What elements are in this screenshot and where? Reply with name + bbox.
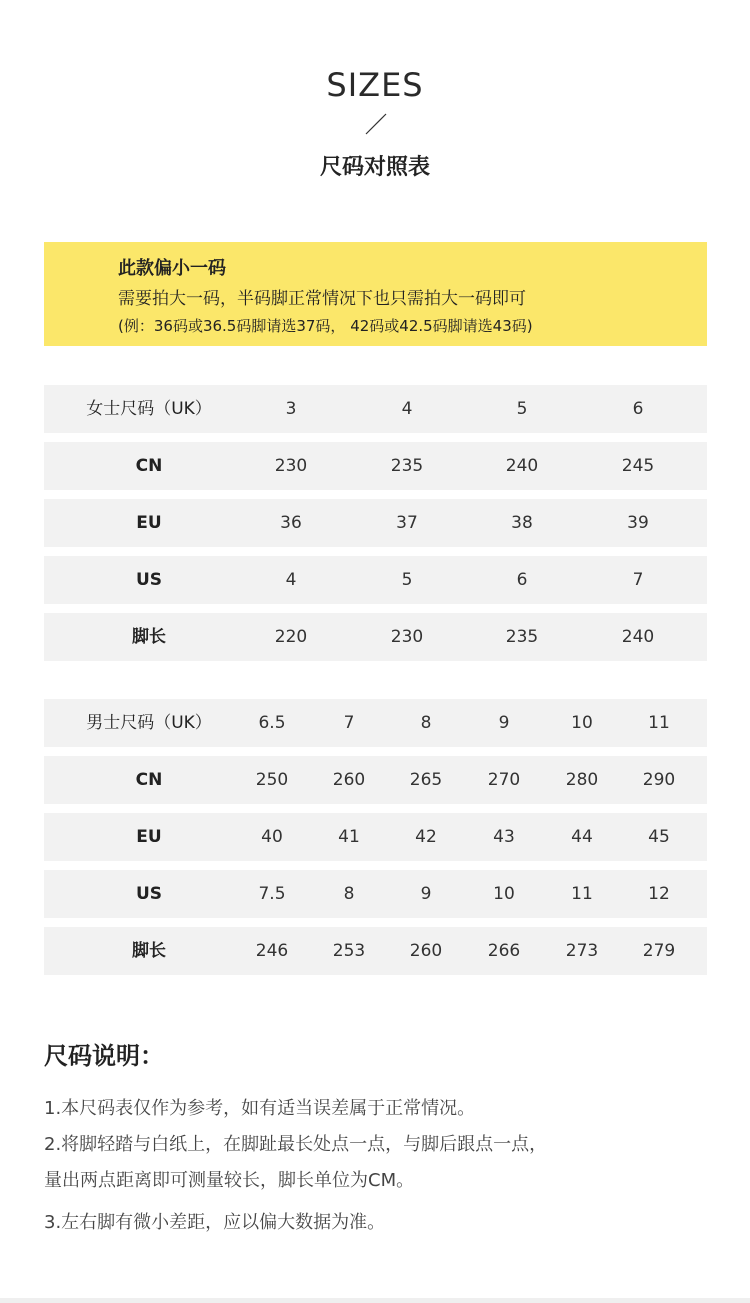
row-label: US bbox=[135, 570, 163, 590]
row-label: 脚长 bbox=[132, 941, 166, 961]
size-cell: 45 bbox=[648, 827, 670, 847]
size-cell: 37 bbox=[396, 513, 418, 533]
size-cell: 9 bbox=[420, 884, 432, 904]
size-cell: 11 bbox=[571, 884, 593, 904]
size-cell: 270 bbox=[487, 770, 521, 790]
size-cell: 12 bbox=[648, 884, 670, 904]
note-item: 量出两点距离即可测量较长，脚长单位为CM。 bbox=[44, 1170, 415, 1191]
size-cell: 3 bbox=[285, 399, 297, 419]
notice-advice: 需要拍大一码，半码脚正常情况下也只需拍大一码即可 bbox=[118, 289, 526, 309]
table-header-label: 男士尺码（UK） bbox=[86, 713, 212, 733]
notes-title: 尺码说明： bbox=[44, 1042, 164, 1070]
notice-example: (例：36码或36.5码脚请选37码， 42码或42.5码脚请选43码) bbox=[118, 317, 533, 335]
size-cell: 235 bbox=[505, 627, 539, 647]
page-subtitle: 尺码对照表 bbox=[319, 155, 430, 180]
size-cell: 8 bbox=[343, 884, 355, 904]
size-cell: 7 bbox=[632, 570, 644, 590]
size-row bbox=[44, 499, 707, 547]
size-cell: 36 bbox=[280, 513, 302, 533]
size-cell: 7 bbox=[343, 713, 355, 733]
size-row bbox=[44, 442, 707, 490]
note-item: 3.左右脚有微小差距，应以偏大数据为准。 bbox=[44, 1212, 386, 1233]
size-cell: 230 bbox=[390, 627, 424, 647]
size-cell: 273 bbox=[565, 941, 599, 961]
size-cell: 265 bbox=[409, 770, 443, 790]
size-notice-banner bbox=[44, 242, 707, 346]
size-cell: 6 bbox=[516, 570, 528, 590]
row-label: EU bbox=[136, 827, 162, 847]
size-row bbox=[44, 613, 707, 661]
size-cell: 266 bbox=[487, 941, 521, 961]
row-label: 脚长 bbox=[132, 627, 166, 647]
slash-divider-icon bbox=[364, 112, 388, 136]
notice-headline: 此款偏小一码 bbox=[118, 258, 226, 279]
size-cell: 260 bbox=[409, 941, 443, 961]
size-cell: 4 bbox=[401, 399, 413, 419]
size-cell: 253 bbox=[332, 941, 366, 961]
size-cell: 10 bbox=[493, 884, 515, 904]
size-cell: 6.5 bbox=[258, 713, 286, 733]
size-cell: 246 bbox=[255, 941, 289, 961]
bottom-divider bbox=[0, 1298, 750, 1303]
size-cell: 4 bbox=[285, 570, 297, 590]
size-row bbox=[44, 756, 707, 804]
size-cell: 38 bbox=[511, 513, 533, 533]
note-item: 2.将脚轻踏与白纸上，在脚趾最长处点一点，与脚后跟点一点， bbox=[44, 1134, 548, 1155]
row-label: US bbox=[135, 884, 163, 904]
size-cell: 41 bbox=[338, 827, 360, 847]
size-cell: 8 bbox=[420, 713, 432, 733]
size-row bbox=[44, 927, 707, 975]
size-cell: 240 bbox=[621, 627, 655, 647]
size-cell: 42 bbox=[415, 827, 437, 847]
size-cell: 230 bbox=[274, 456, 308, 476]
page-title: SIZES bbox=[326, 66, 424, 104]
size-row bbox=[44, 699, 707, 747]
size-cell: 10 bbox=[571, 713, 593, 733]
note-item: 1.本尺码表仅作为参考，如有适当误差属于正常情况。 bbox=[44, 1098, 476, 1119]
size-cell: 9 bbox=[498, 713, 510, 733]
size-cell: 40 bbox=[261, 827, 283, 847]
size-cell: 235 bbox=[390, 456, 424, 476]
size-cell: 290 bbox=[642, 770, 676, 790]
size-cell: 39 bbox=[627, 513, 649, 533]
size-cell: 260 bbox=[332, 770, 366, 790]
row-label: CN bbox=[135, 456, 163, 476]
size-cell: 279 bbox=[642, 941, 676, 961]
size-cell: 240 bbox=[505, 456, 539, 476]
size-cell: 245 bbox=[621, 456, 655, 476]
size-cell: 250 bbox=[255, 770, 289, 790]
size-row bbox=[44, 385, 707, 433]
size-cell: 5 bbox=[401, 570, 413, 590]
size-row bbox=[44, 556, 707, 604]
size-cell: 7.5 bbox=[258, 884, 286, 904]
size-cell: 5 bbox=[516, 399, 528, 419]
size-cell: 44 bbox=[571, 827, 593, 847]
size-row bbox=[44, 813, 707, 861]
size-cell: 11 bbox=[648, 713, 670, 733]
row-label: CN bbox=[135, 770, 163, 790]
size-cell: 43 bbox=[493, 827, 515, 847]
row-label: EU bbox=[136, 513, 162, 533]
size-row bbox=[44, 870, 707, 918]
table-header-label: 女士尺码（UK） bbox=[86, 399, 212, 419]
size-cell: 6 bbox=[632, 399, 644, 419]
size-cell: 220 bbox=[274, 627, 308, 647]
size-cell: 280 bbox=[565, 770, 599, 790]
